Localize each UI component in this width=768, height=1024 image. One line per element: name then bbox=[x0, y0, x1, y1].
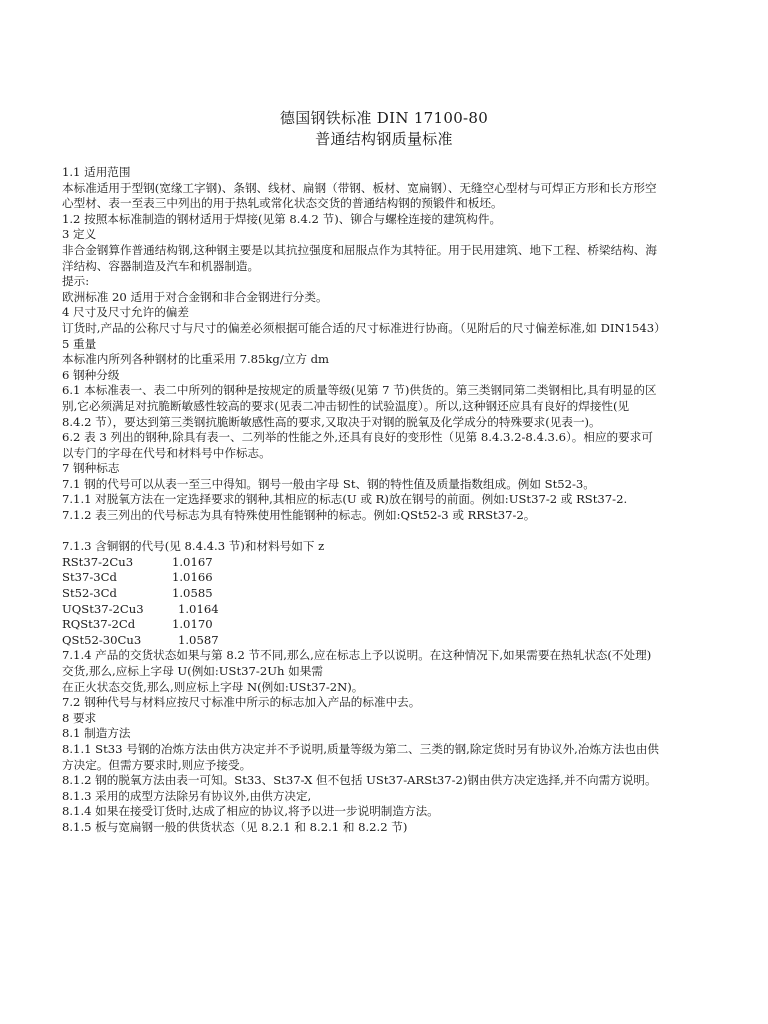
paragraph-line: 8.1.1 St33 号钢的冶炼方法由供方决定并不予说明,质量等级为第二、三类的钢,除定货时另有协议外,冶炼方法也由供 bbox=[62, 741, 660, 756]
title-line-1: 德国钢铁标准 DIN 17100-80 bbox=[279, 109, 489, 127]
paragraph-line: 提示: bbox=[62, 274, 90, 289]
paragraph-line: 8.1.3 采用的成型方法除另有协议外,由供方决定, bbox=[62, 788, 312, 803]
blank-line bbox=[62, 524, 712, 540]
material-number: 1.0587 bbox=[178, 632, 219, 647]
paragraph-line: 非合金钢算作普通结构钢,这种钢主要是以其抗拉强度和屈服点作为其特征。用于民用建筑、地下工程、桥梁结构、海 bbox=[62, 242, 657, 257]
document-title bbox=[0, 108, 768, 150]
paragraph-line: 7.1.4 产品的交货状态如果与第 8.2 节不同,那么,应在标志上予以说明。在这种情况下,如果需要在热轧状态(不处理) bbox=[62, 648, 652, 663]
grade-code: UQSt37-2Cu3 bbox=[62, 601, 144, 616]
material-number: 1.0170 bbox=[172, 617, 213, 632]
material-number: 1.0166 bbox=[172, 570, 213, 585]
paragraph-line: 8.1.5 板与宽扁钢一般的供货状态（见 8.2.1 和 8.2.1 和 8.2.2 节) bbox=[62, 819, 408, 834]
paragraph-line: 6.1 本标准表一、表二中所列的钢种是按规定的质量等级(见第 7 节)供货的。第三类钢同第二类钢相比,具有明显的区 bbox=[62, 383, 657, 398]
document-body bbox=[62, 165, 712, 836]
material-number: 1.0585 bbox=[172, 586, 213, 601]
paragraph-line: 7 钢种标志 bbox=[62, 461, 120, 476]
paragraph-line: 7.1 钢的代号可以从表一至三中得知。钢号一般由字母 St、钢的特性值及质量指数组成。例如 St52-3。 bbox=[62, 476, 595, 491]
grade-row bbox=[62, 602, 712, 618]
grade-row bbox=[62, 586, 712, 602]
paragraph-line: 洋结构、容器制造及汽车和机器制造。 bbox=[62, 258, 260, 273]
material-number: 1.0164 bbox=[178, 601, 219, 616]
copper-grade-table bbox=[62, 555, 712, 649]
paragraph-line: 订货时,产品的公称尺寸与尺寸的偏差必须根据可能合适的尺寸标准进行协商。（见附后的尺寸偏差标准,如 DIN1543） bbox=[62, 320, 666, 335]
paragraph-line: 在正火状态交货,那么,则应标上字母 N(例如:USt37-2N)。 bbox=[62, 679, 364, 694]
paragraph-line: 以专门的字母在代号和材料号中作标志。 bbox=[62, 445, 271, 460]
title-line-2: 普通结构钢质量标准 bbox=[315, 130, 453, 148]
paragraph-line: 7.1.1 对脱氧方法在一定选择要求的钢种,其相应的标志(U 或 R)放在钢号的前面。例如:USt37-2 或 RSt37-2. bbox=[62, 492, 628, 507]
text-section-a bbox=[62, 165, 712, 524]
text-section-b bbox=[62, 648, 712, 835]
grade-code: RSt37-2Cu3 bbox=[62, 554, 134, 569]
material-number: 1.0167 bbox=[172, 554, 213, 569]
paragraph-line: 3 定义 bbox=[62, 227, 97, 242]
grade-code: St52-3Cd bbox=[62, 586, 117, 601]
copper-intro-line: 7.1.3 含铜钢的代号(见 8.4.4.3 节)和材料号如下 z bbox=[62, 539, 325, 554]
grade-code: St37-3Cd bbox=[62, 570, 117, 585]
grade-row bbox=[62, 570, 712, 586]
paragraph-line: 欧洲标准 20 适用于对合金钢和非合金钢进行分类。 bbox=[62, 289, 328, 304]
paragraph-line: 交货,那么,应标上字母 U(例如:USt37-2Uh 如果需 bbox=[62, 664, 323, 678]
paragraph-line: 6.2 表 3 列出的钢种,除具有表一、二列举的性能之外,还具有良好的变形性（见第 8.4.3.2-8.4.3.6）。相应的要求可 bbox=[62, 430, 653, 445]
paragraph-line: 8.4.2 节），要达到第三类钢抗脆断敏感性高的要求,又取决于对钢的脱氧及化学成分的特殊要求(见表一)。 bbox=[62, 414, 601, 429]
paragraph-line: 8.1 制造方法 bbox=[62, 726, 131, 741]
paragraph-line: 6 钢种分级 bbox=[62, 367, 120, 382]
grade-row bbox=[62, 617, 712, 633]
paragraph-line: 8 要求 bbox=[62, 710, 97, 725]
grade-row bbox=[62, 633, 712, 649]
grade-code: RQSt37-2Cd bbox=[62, 617, 136, 632]
paragraph-line: 7.2 钢种代号与材料应按尺寸标准中所示的标志加入产品的标准中去。 bbox=[62, 695, 421, 710]
paragraph-line: 8.1.4 如果在接受订货时,达成了相应的协议,将予以进一步说明制造方法。 bbox=[62, 804, 439, 819]
grade-code: QSt52-30Cu3 bbox=[62, 632, 142, 647]
paragraph-line: 本标准适用于型钢(宽缘工字钢)、条钢、线材、扁钢（带钢、板材、宽扁钢）、无缝空心型材与可焊正方形和长方形空 bbox=[62, 180, 657, 195]
paragraph-line: 1.2 按照本标准制造的钢材适用于焊接(见第 8.4.2 节)、铆合与螺栓连接的建筑构件。 bbox=[62, 211, 502, 226]
paragraph-line: 方决定。但需方要求时,则应予接受。 bbox=[62, 757, 252, 772]
paragraph-line: 4 尺寸及尺寸允许的偏差 bbox=[62, 305, 189, 320]
paragraph-line: 1.1 适用范围 bbox=[62, 165, 131, 179]
paragraph-line: 心型材、表一至表三中列出的用于热轧或常化状态交货的普通结构钢的预锻件和板坯。 bbox=[62, 196, 503, 211]
paragraph-line: 本标准内所列各种钢材的比重采用 7.85kg/立方 dm bbox=[62, 352, 330, 367]
paragraph-line: 7.1.2 表三列出的代号标志为具有特殊使用性能钢种的标志。例如:QSt52-3 或 RRSt37-2。 bbox=[62, 508, 536, 523]
grade-row bbox=[62, 555, 712, 571]
paragraph-line: 5 重量 bbox=[62, 336, 97, 351]
paragraph-line: 8.1.2 钢的脱氧方法由表一可知。St33、St37-X 但不包括 USt37-ARSt37-2)钢由供方决定选择,并不向需方说明。 bbox=[62, 773, 657, 788]
paragraph-line: 别,它必须满足对抗脆断敏感性较高的要求(见表二冲击韧性的试验温度）。所以,这种钢还应具有良好的焊接性(见 bbox=[62, 398, 630, 413]
